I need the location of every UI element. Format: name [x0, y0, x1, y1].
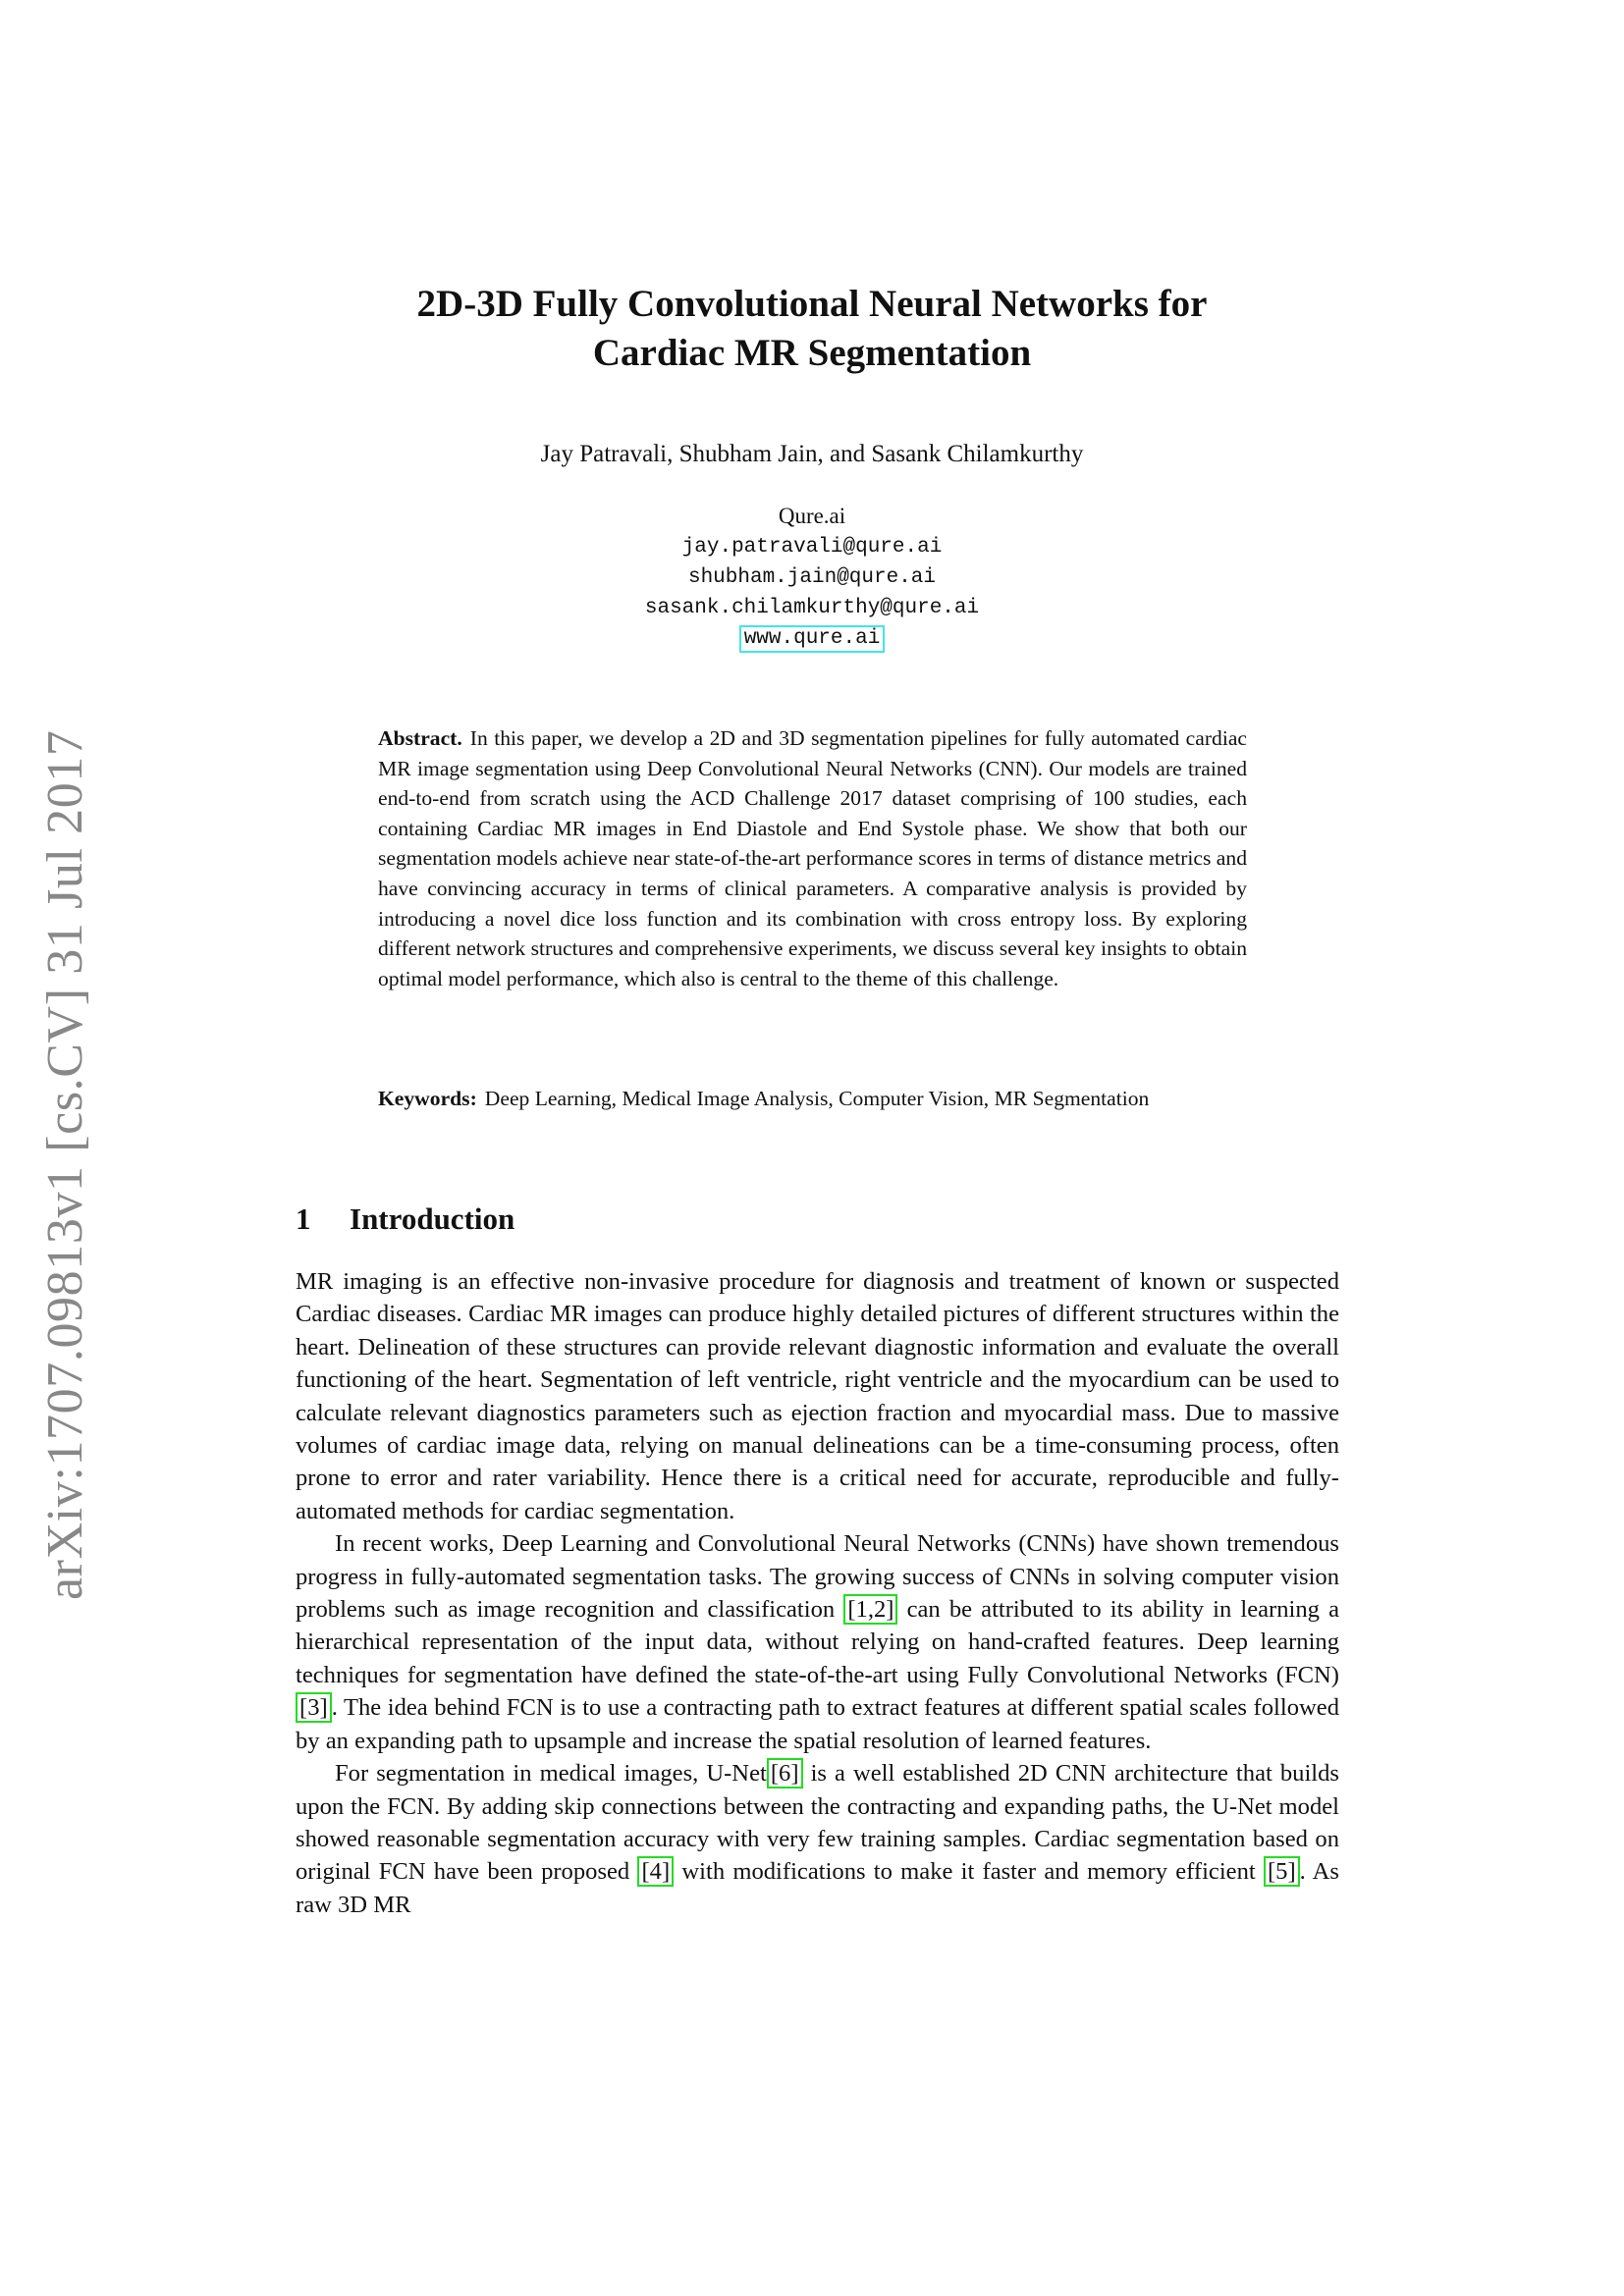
website-link[interactable]: www.qure.ai — [739, 625, 886, 653]
intro-p3-text-d: . As raw 3D MR — [296, 1858, 1339, 1918]
section-number: 1 — [296, 1201, 311, 1236]
paper-title — [245, 280, 1379, 378]
keywords — [378, 1084, 1247, 1114]
citation-link[interactable]: [1,2] — [843, 1594, 897, 1625]
intro-p3-text-c: with modifications to make it faster and memory efficient — [681, 1858, 1256, 1886]
email-jay[interactable]: jay.patravali@qure.ai — [681, 536, 943, 559]
paper-title-line-1: 2D-3D Fully Convolutional Neural Networks for — [416, 283, 1208, 325]
citation-link[interactable]: [5] — [1264, 1856, 1300, 1887]
intro-paragraph-3 — [296, 1757, 1339, 1921]
abstract-text: In this paper, we develop a 2D and 3D segmentation pipelines for fully automated cardiac MR image segmentation using Deep Convolutional Neural Networks (CNN). Our models are trained end-to-end from scratch using the ACD Challenge 2017 dataset comprising of 100 studies, each containing Cardiac MR images in End Diastole and End Systole phase. We show that both our segmentation models achieve near state-of-the-art performance scores in terms of distance metrics and have convincing accuracy in terms of clinical parameters. A comparative analysis is provided by introducing a novel dice loss function and its combination with cross entropy loss. By exploring different network structures and comprehensive experiments, we discuss several key insights to obtain optimal model performance, which also is central to the theme of this challenge. — [378, 726, 1247, 990]
citation-link[interactable]: [3] — [296, 1692, 332, 1723]
affiliation: Qure.ai — [778, 504, 846, 528]
intro-p3-text-b: is a well established 2D CNN architecture that builds upon the FCN. By adding skip connections between the contracting and expanding paths, the U-Net model showed reasonable segmentation accuracy with very few training samples. Cardiac segmentation based on original FCN have been proposed — [296, 1760, 1339, 1886]
introduction-body — [296, 1265, 1339, 1921]
intro-p2-text-b: can be attributed to its ability in learning a hierarchical representation of the input data, without relying on hand-crafted features. Deep learning techniques for segmentation have defined the state-of-the-art using Fully Convolutional Networks (FCN) — [296, 1596, 1339, 1688]
intro-paragraph-2 — [296, 1527, 1339, 1757]
keywords-label: Keywords: — [378, 1087, 477, 1110]
email-sasank[interactable]: sasank.chilamkurthy@qure.ai — [644, 597, 980, 619]
intro-p2-text-a: In recent works, Deep Learning and Convolutional Neural Networks (CNNs) have shown tremendous progress in fully-automated segmentation tasks. The growing success of CNNs in solving computer vision problems such as image recognition and classification — [296, 1530, 1339, 1624]
citation-link[interactable]: [4] — [637, 1856, 674, 1887]
email-shubham[interactable]: shubham.jain@qure.ai — [687, 566, 937, 589]
abstract-label: Abstract. — [378, 726, 462, 750]
paper-title-line-2: Cardiac MR Segmentation — [592, 332, 1032, 374]
email-list — [245, 532, 1379, 654]
arxiv-stamp-text: arXiv:1707.09813v1 [cs.CV] 31 Jul 2017 — [37, 729, 93, 1600]
section-heading-introduction — [296, 1198, 885, 1241]
intro-p2-text-c: . The idea behind FCN is to use a contracting path to extract features at different spatial scales followed by an expanding path to upsample and increase the spatial resolution of learned features. — [296, 1694, 1339, 1754]
section-title: Introduction — [350, 1201, 515, 1236]
arxiv-stamp — [27, 488, 104, 1600]
intro-paragraph-1: MR imaging is an effective non-invasive procedure for diagnosis and treatment of known or suspected Cardiac diseases. Cardiac MR images can produce highly detailed pictures of different structures within the heart. Delineation of these structures can provide relevant diagnostic information and evaluate the overall functioning of the heart. Segmentation of left ventricle, right ventricle and the myocardium can be used to calculate relevant diagnostics parameters such as ejection fraction and myocardial mass. Due to massive volumes of cardiac image data, relying on manual delineations can be a time-consuming process, often prone to error and rater variability. Hence there is a critical need for accurate, reproducible and fully-automated methods for cardiac segmentation. — [296, 1268, 1339, 1524]
abstract — [378, 723, 1247, 993]
citation-link[interactable]: [6] — [767, 1758, 803, 1789]
keywords-text: Deep Learning, Medical Image Analysis, Computer Vision, MR Segmentation — [484, 1087, 1150, 1110]
author-list: Jay Patravali, Shubham Jain, and Sasank Chilamkurthy — [540, 441, 1084, 467]
intro-p3-text-a: For segmentation in medical images, U-Net — [335, 1760, 767, 1788]
